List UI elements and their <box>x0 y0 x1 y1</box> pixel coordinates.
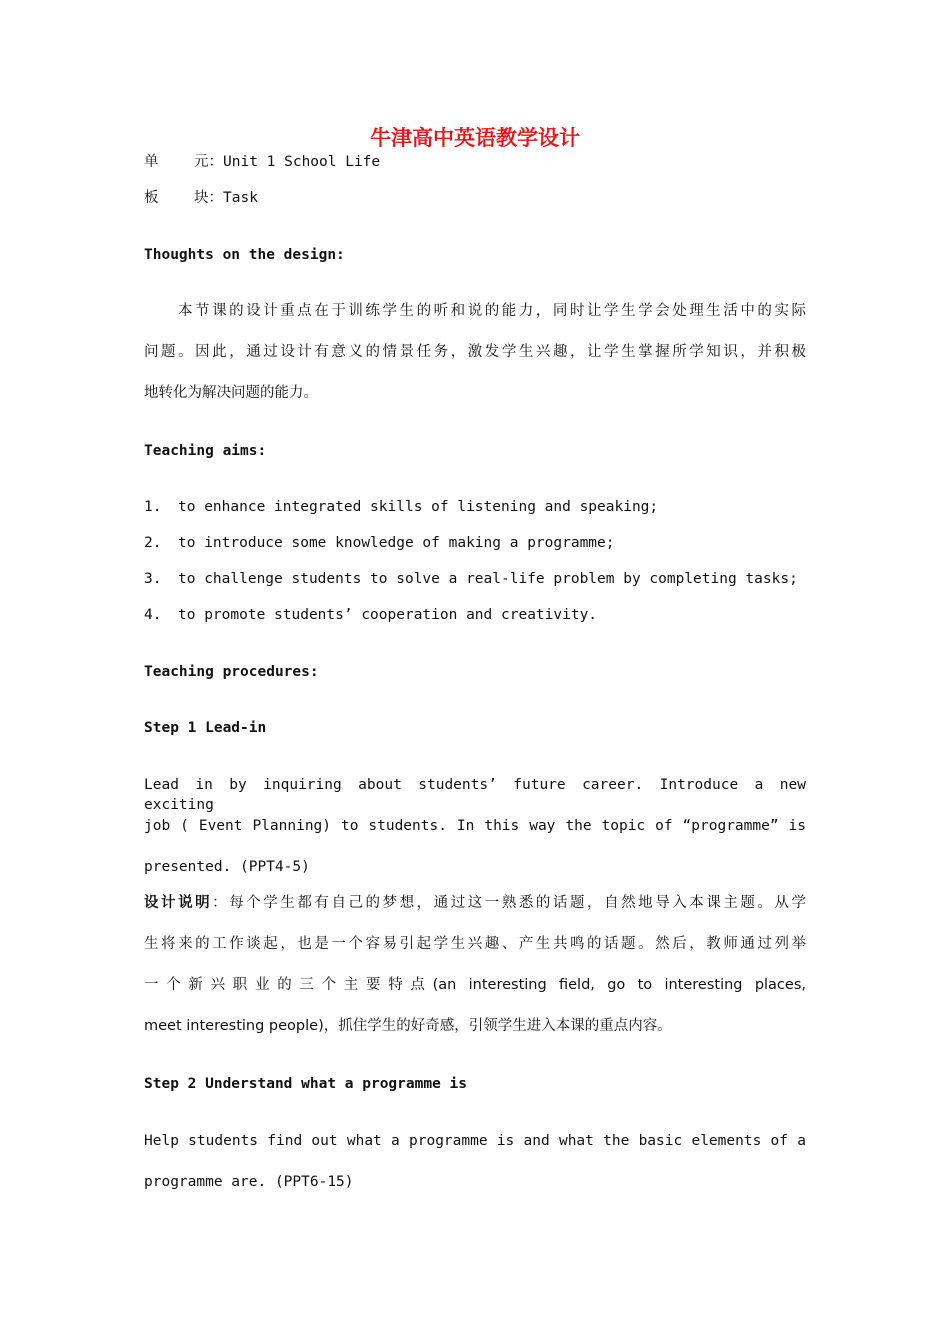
step1-note <box>144 893 806 1057</box>
list-item <box>144 497 798 533</box>
step1-line: job ( Event Planning) to students. In this way the topic of “programme” is <box>144 818 806 834</box>
step1-heading: Step 1 Lead-in <box>144 720 267 736</box>
list-number: 2. <box>144 535 162 551</box>
aims-list <box>144 497 798 641</box>
step1-paragraph <box>144 775 806 898</box>
step1-line: presented. (PPT4-5) <box>144 859 310 875</box>
list-number: 1. <box>144 499 162 515</box>
list-item <box>144 605 798 641</box>
list-number: 4. <box>144 607 162 623</box>
block-label: 板 <box>144 190 159 206</box>
thoughts-line: 地转化为解决问题的能力。 <box>144 385 318 401</box>
procedures-heading: Teaching procedures: <box>144 664 319 680</box>
list-number: 3. <box>144 571 162 587</box>
note-line <box>144 893 806 934</box>
thoughts-line: 本节课的设计重点在于训练学生的听和说的能力，同时让学生学会处理生活中的实际 <box>178 303 806 319</box>
step2-line: Help students find out what a programme is and what the basic elements of a <box>144 1133 806 1149</box>
list-text: to introduce some knowledge of making a programme; <box>178 535 615 551</box>
list-text: to challenge students to solve a real-life problem by completing tasks; <box>178 571 798 587</box>
note-line: 一个新兴职业的三个主要特点(an interesting field, go to interesting places, <box>144 977 806 993</box>
list-item <box>144 569 798 605</box>
list-text: to enhance integrated skills of listening and speaking; <box>178 499 659 515</box>
aims-heading: Teaching aims: <box>144 443 267 459</box>
step1-line: Lead in by inquiring about students’ future career. Introduce a new exciting <box>144 777 806 813</box>
list-item <box>144 533 798 569</box>
note-line: 生将来的工作谈起，也是一个容易引起学生兴趣、产生共鸣的话题。然后，教师通过列举 <box>144 936 806 952</box>
unit-label-suffix: 元： <box>194 154 223 170</box>
list-text: to promote students’ cooperation and creativity. <box>178 607 598 623</box>
thoughts-heading: Thoughts on the design: <box>144 247 345 263</box>
step2-heading: Step 2 Understand what a programme is <box>144 1076 468 1092</box>
thoughts-line: 问题。因此，通过设计有意义的情景任务，激发学生兴趣，让学生掌握所学知识，并积极 <box>144 344 806 360</box>
unit-line <box>144 152 380 172</box>
note-label: 设计说明 <box>144 895 213 911</box>
unit-value: Unit 1 School Life <box>223 154 381 170</box>
block-line <box>144 188 258 208</box>
block-value: Task <box>223 190 258 206</box>
block-label-suffix: 块： <box>194 190 223 206</box>
step2-line: programme are. (PPT6-15) <box>144 1174 354 1190</box>
step2-paragraph <box>144 1131 806 1213</box>
thoughts-paragraph <box>144 301 806 424</box>
note-line: meet interesting people)，抓住学生的好奇感，引领学生进入本课的重点内容。 <box>144 1018 672 1034</box>
document-title: 牛津高中英语教学设计 <box>370 126 580 150</box>
unit-label: 单 <box>144 154 159 170</box>
note-text: ：每个学生都有自己的梦想，通过这一熟悉的话题，自然地导入本课主题。从学 <box>212 895 807 911</box>
